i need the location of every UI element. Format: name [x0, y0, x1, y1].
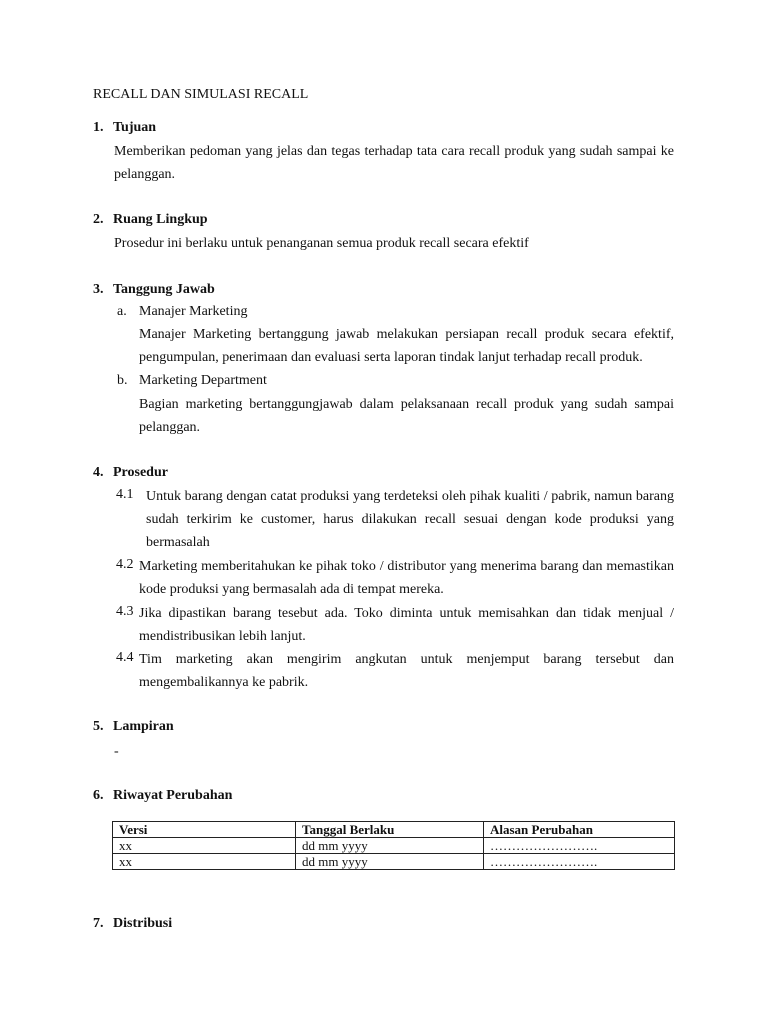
- section-number: 5.: [93, 719, 104, 734]
- step-number: 4.3: [116, 604, 134, 619]
- section-5-text: -: [114, 744, 119, 759]
- subitem-marker: b.: [117, 373, 128, 388]
- section-title: Distribusi: [113, 916, 173, 931]
- step-number: 4.1: [116, 487, 134, 502]
- table-cell: …………………….: [484, 838, 675, 854]
- step-text: Jika dipastikan barang tesebut ada. Toko diminta untuk memisahkan dan tidak menjual / mendistribusikan lebih lanjut.: [139, 606, 674, 644]
- section-title: Tujuan: [113, 120, 157, 135]
- section-number: 1.: [93, 120, 104, 135]
- step-text: Tim marketing akan mengirim angkutan untuk menjemput barang tersebut dan mengembalikannya ke pabrik.: [139, 652, 674, 690]
- section-1-heading: [93, 120, 156, 136]
- subitem-marker: a.: [117, 304, 127, 319]
- section-number: 6.: [93, 788, 104, 803]
- table-cell: xx: [113, 838, 296, 854]
- section-1-text: Memberikan pedoman yang jelas dan tegas terhadap tata cara recall produk yang sudah sampai ke pelanggan.: [114, 144, 674, 182]
- table-cell: dd mm yyyy: [296, 838, 484, 854]
- step-number: 4.2: [116, 557, 134, 572]
- section-2-text: Prosedur ini berlaku untuk penanganan semua produk recall secara efektif: [114, 236, 529, 251]
- table-cell: xx: [113, 854, 296, 870]
- step-number: 4.4: [116, 650, 134, 665]
- section-title: Lampiran: [113, 719, 174, 734]
- section-5-heading: [93, 719, 174, 735]
- step-text: Untuk barang dengan catat produksi yang terdeteksi oleh pihak kualiti / pabrik, namun barang sudah terkirim ke customer, harus dilakukan recall sesuai dengan kode produksi yang bermasalah: [146, 489, 674, 550]
- section-title: Prosedur: [113, 465, 168, 480]
- table-cell: …………………….: [484, 854, 675, 870]
- step-text: Marketing memberitahukan ke pihak toko / distributor yang menerima barang dan memastikan kode produksi yang bermasalah ada di tempat mereka.: [139, 559, 674, 597]
- subitem-text: Manajer Marketing bertanggung jawab melakukan persiapan recall produk secara efektif, pengumpulan, penerimaan dan evaluasi serta laporan tindak lanjut terhadap recall produk.: [139, 327, 674, 365]
- revision-history-table: [112, 821, 675, 870]
- section-number: 3.: [93, 282, 104, 297]
- table-header-cell: Versi: [113, 822, 296, 838]
- subitem-text: Bagian marketing bertanggungjawab dalam pelaksanaan recall produk yang sudah sampai pelanggan.: [139, 397, 674, 435]
- document-title: RECALL DAN SIMULASI RECALL: [93, 87, 309, 102]
- table-header-row: [113, 822, 675, 838]
- section-number: 2.: [93, 212, 104, 227]
- table-row: [113, 854, 675, 870]
- subitem-title: Marketing Department: [139, 373, 267, 388]
- table-header-cell: Alasan Perubahan: [484, 822, 675, 838]
- table-row: [113, 838, 675, 854]
- section-4-heading: [93, 465, 168, 481]
- subitem-title: Manajer Marketing: [139, 304, 248, 319]
- table-cell: dd mm yyyy: [296, 854, 484, 870]
- section-2-heading: [93, 212, 208, 228]
- section-3-heading: [93, 282, 215, 298]
- section-number: 4.: [93, 465, 104, 480]
- section-title: Tanggung Jawab: [113, 282, 215, 297]
- section-title: Ruang Lingkup: [113, 212, 208, 227]
- table-header-cell: Tanggal Berlaku: [296, 822, 484, 838]
- section-number: 7.: [93, 916, 104, 931]
- section-7-heading: [93, 916, 172, 932]
- section-title: Riwayat Perubahan: [113, 788, 233, 803]
- section-6-heading: [93, 788, 232, 804]
